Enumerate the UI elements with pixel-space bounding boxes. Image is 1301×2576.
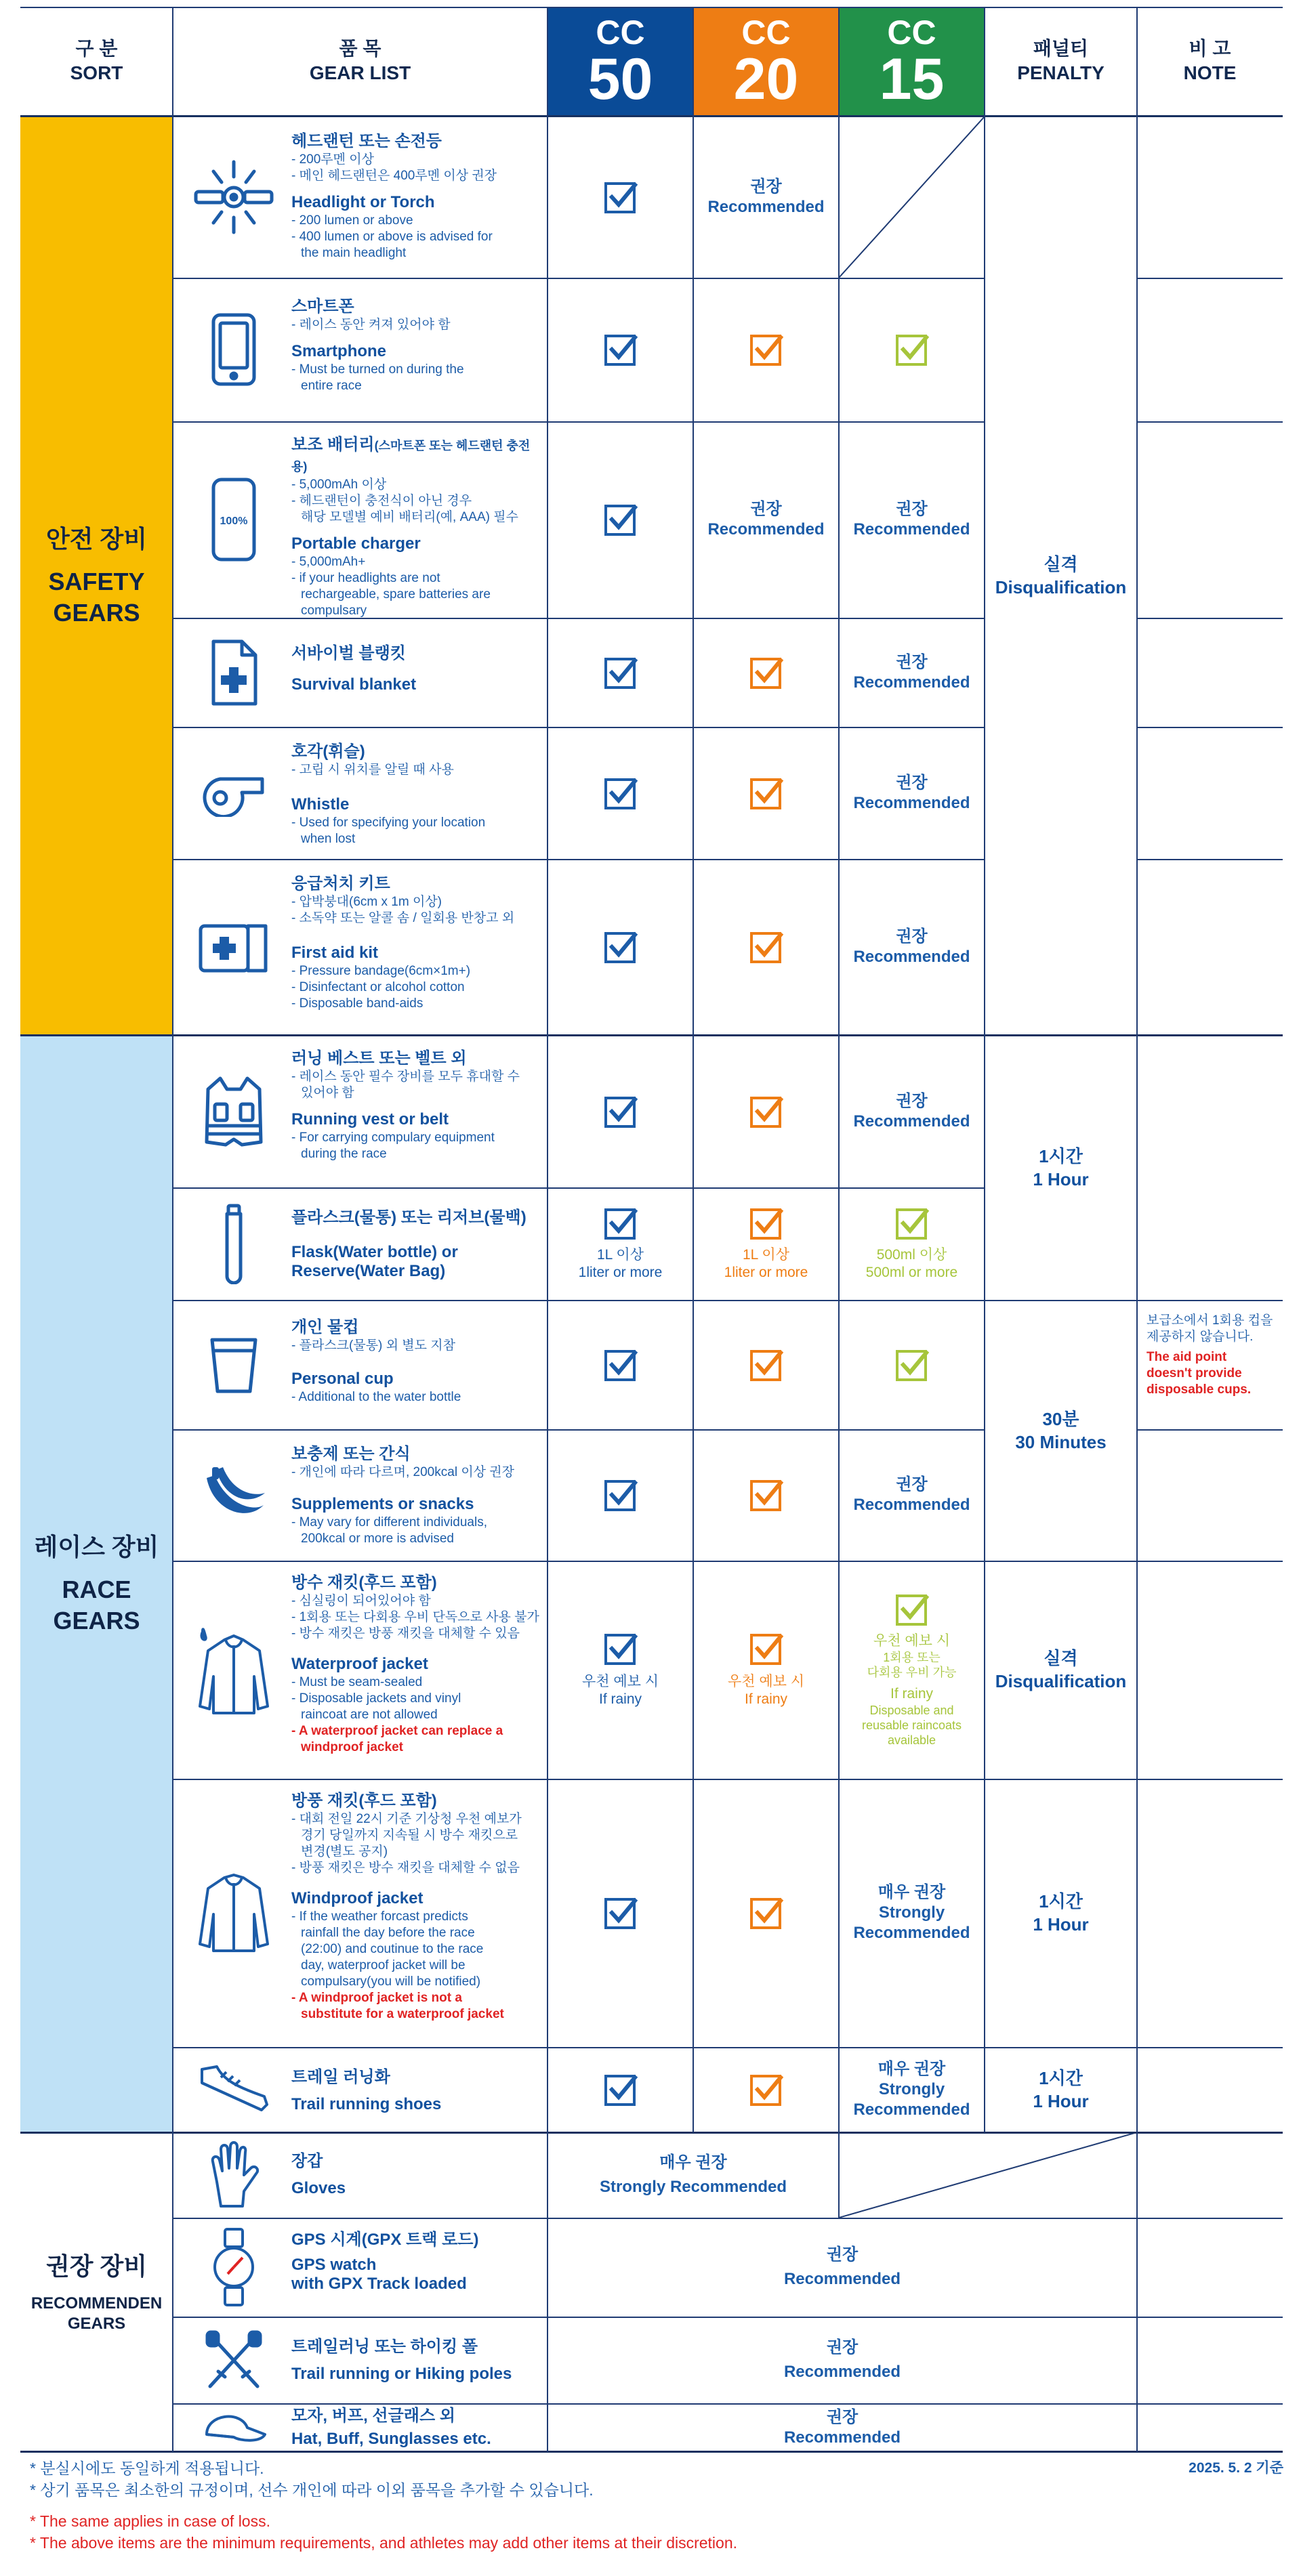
- gear-headlight: [173, 117, 548, 278]
- cup-cc15: [839, 1300, 985, 1429]
- checkbox-checked-icon: [603, 1631, 638, 1666]
- headlight-icon: [186, 117, 281, 278]
- grid-line: [838, 7, 840, 2218]
- checkbox-checked-icon: [749, 1477, 784, 1513]
- checkbox-checked-icon: [749, 1631, 784, 1666]
- headlight-cc15-not-applicable: [839, 117, 985, 278]
- snacks-cc20: [693, 1429, 839, 1561]
- grid-line: [173, 1300, 1283, 1301]
- checkbox-checked-icon: [749, 1094, 784, 1129]
- checkbox-checked-icon: [603, 2072, 638, 2107]
- grid-line: [693, 7, 694, 2132]
- checkbox-checked-icon: [749, 332, 784, 367]
- gear-snacks: 보충제 또는 간식 - 개인에 따라 다르며, 200kcal 이상 권장 Supplements or snacks - May vary for different individuals, 200kcal or more is advised: [173, 1429, 548, 1561]
- gear-title-en: Headlight or Torch: [291, 193, 435, 211]
- grid-line: [984, 7, 985, 2132]
- whistle-cc50: [548, 727, 693, 859]
- gear-desc-ko: - 200루멘 이상: [291, 152, 375, 167]
- grid-line: [1136, 7, 1138, 2218]
- waterproof-jacket-icon: [186, 1561, 281, 1779]
- firstaid-cc15: 권장 Recommended: [853, 927, 970, 966]
- gear-list-header: 품 목 GEAR LIST: [309, 38, 411, 83]
- footer-date: 2025. 5. 2 기준: [1189, 2460, 1283, 2476]
- windproof-cc20: [693, 1779, 839, 2047]
- banana-icon: [186, 1429, 281, 1561]
- grid-line: [173, 1187, 985, 1189]
- checkbox-checked-icon: [749, 1206, 784, 1241]
- gear-desc-en: the main headlight: [301, 246, 407, 260]
- snacks-cc15: 권장 Recommended: [853, 1475, 970, 1514]
- grid-line: [1137, 1429, 1283, 1431]
- gear-desc-en: - 200 lumen or above: [291, 213, 413, 228]
- checkbox-checked-icon: [603, 1477, 638, 1513]
- flask-icon: [186, 1187, 281, 1300]
- grid-line: [20, 2132, 1283, 2134]
- recommend-section-label: 권장 장비 RECOMMENDEN GEARS: [30, 2252, 163, 2333]
- gear-trail-shoes: 트레일 러닝화 Trail running shoes: [173, 2047, 548, 2132]
- windproof-jacket-icon: [186, 1779, 281, 2047]
- cap-icon: [186, 2403, 281, 2452]
- gear-hat: 모자, 버프, 선글래스 외 Hat, Buff, Sunglasses etc.: [173, 2403, 548, 2452]
- grid-line: [1137, 421, 1283, 423]
- grid-line: [173, 278, 985, 279]
- grid-line: [1136, 2218, 1138, 2452]
- gear-whistle: 호각(휘슬) - 고립 시 위치를 알릴 때 사용 Whistle - Used for specifying your location when lost: [173, 727, 548, 859]
- grid-line: [173, 1779, 1283, 1780]
- grid-line: [173, 2047, 1283, 2048]
- cup-note: 보급소에서 1회용 컵을 제공하지 않습니다. The aid point doesn't provide disposable cups.: [1147, 1313, 1273, 1397]
- gear-smartphone: 스마트폰 - 레이스 동안 켜져 있어야 함 Smartphone - Must be turned on during the entire race: [173, 278, 548, 421]
- cup-cc50: [548, 1300, 693, 1429]
- charger-cc15: 권장 Recommended: [853, 500, 970, 539]
- battery-icon: [186, 421, 281, 618]
- grid-line: [1137, 278, 1283, 279]
- sort-header: 구 분 SORT: [70, 38, 123, 83]
- smartphone-cc15: [839, 278, 985, 421]
- cc50-header: CC 50: [587, 14, 653, 112]
- checkbox-checked-icon: [894, 1347, 930, 1382]
- vest-cc50: [548, 1035, 693, 1187]
- race-section-label: 레이스 장비 RACE GEARS: [34, 1533, 159, 1634]
- grid-line: [173, 2317, 1283, 2318]
- checkbox-checked-icon: [749, 1895, 784, 1930]
- gear-first-aid-kit: 응급처치 키트 - 압박붕대(6cm x 1m 이상) - 소독약 또는 알콜 솜 / 일회용 반창고 외 First aid kit - Pressure bandage(6cm×1m+) - Disinfectant or alcohol cotton - Disposable band-aids: [173, 859, 548, 1035]
- firstaid-cc20: [693, 859, 839, 1035]
- checkbox-checked-icon: [894, 1592, 930, 1627]
- blanket-cc20: [693, 618, 839, 727]
- charger-cc50: [548, 421, 693, 618]
- headlight-cc20: 권장 Recommended: [707, 177, 825, 216]
- checkbox-checked-icon: [749, 1347, 784, 1382]
- flask-cc50: 1L 이상 1liter or more: [548, 1187, 693, 1300]
- whistle-cc15: 권장 Recommended: [853, 773, 970, 812]
- headlight-cc50: [548, 117, 693, 278]
- blanket-cc15: 권장 Recommended: [853, 652, 970, 692]
- gear-title-ko: 헤드랜턴 또는 손전등: [291, 132, 442, 150]
- shoes-cc20: [693, 2047, 839, 2132]
- gloves-icon: [186, 2132, 281, 2218]
- firstaid-cc50: [548, 859, 693, 1035]
- waterproof-cc50: 우천 예보 시 If rainy: [548, 1561, 693, 1779]
- whistle-cc20: [693, 727, 839, 859]
- waterproof-cc15: 우천 예보 시 1회용 또는 다회용 우비 가능 If rainy Disposable and reusable raincoats available: [839, 1561, 985, 1779]
- vest-cc20: [693, 1035, 839, 1187]
- safety-penalty: 실격 Disqualification: [995, 554, 1127, 597]
- checkbox-checked-icon: [603, 180, 638, 215]
- grid-line: [1137, 618, 1283, 619]
- snacks-cc50: [548, 1429, 693, 1561]
- gear-gloves: 장갑 Gloves: [173, 2132, 548, 2218]
- gear-personal-cup: 개인 물컵 - 플라스크(물통) 외 별도 지참 Personal cup - Additional to the water bottle: [173, 1300, 548, 1429]
- grid-line: [20, 7, 1283, 8]
- hiking-poles-icon: [186, 2317, 281, 2403]
- grid-line: [20, 1034, 1283, 1036]
- gear-flask: 플라스크(물통) 또는 리저브(물백) Flask(Water bottle) or Reserve(Water Bag): [173, 1187, 548, 1300]
- footer-note-ko-2: * 상기 품목은 최소한의 규정이며, 선수 개인에 따라 이외 품목을 추가할 수 있습니다.: [30, 2481, 594, 2499]
- safety-section-label: 안전 장비 SAFETY GEARS: [45, 525, 148, 627]
- gear-windproof-jacket: 방풍 재킷(후드 포함) - 대회 전일 22시 기준 기상청 우천 예보가 경기 당일까지 지속될 시 방수 재킷으로 변경(별도 공지) - 방풍 재킷은 방수 재킷을 대체할 수 없음 Windproof jacket - If the weather forcast predicts rainfall the day before the race (22:00) and coutinue to the race day, waterproof jacket will be compulsary(you will be notified) - A windproof jacket is not a substitute for a waterproof jacket: [173, 1779, 548, 2047]
- checkbox-checked-icon: [603, 1895, 638, 1930]
- checkbox-checked-icon: [603, 776, 638, 811]
- windproof-cc50: [548, 1779, 693, 2047]
- smartphone-cc20: [693, 278, 839, 421]
- checkbox-checked-icon: [749, 929, 784, 965]
- checkbox-checked-icon: [603, 655, 638, 690]
- footer-note-en-1: * The same applies in case of loss.: [30, 2512, 270, 2530]
- gloves-cc50-cc20: 매우 권장 Strongly Recommended: [599, 2153, 787, 2196]
- grid-line: [547, 7, 548, 2452]
- checkbox-checked-icon: [603, 929, 638, 965]
- windproof-cc15: 매우 권장 Strongly Recommended: [853, 1883, 970, 1942]
- first-aid-kit-icon: [186, 859, 281, 1035]
- cc15-header: CC 15: [879, 14, 945, 112]
- cc20-header: CC 20: [733, 14, 799, 112]
- grid-line: [173, 618, 985, 619]
- gps-watch-icon: [186, 2218, 281, 2317]
- gear-desc-en: - 400 lumen or above is advised for: [291, 230, 493, 244]
- grid-line: [173, 421, 985, 423]
- footer-note-ko-1: * 분실시에도 동일하게 적용됩니다.: [30, 2459, 264, 2477]
- footer-note-en-2: * The above items are the minimum requirements, and athletes may add other items at their discretion.: [30, 2534, 738, 2552]
- checkbox-checked-icon: [749, 2072, 784, 2107]
- checkbox-checked-icon: [749, 776, 784, 811]
- hat-value: 권장 Recommended: [783, 2408, 901, 2447]
- waterproof-cc20: 우천 예보 시 If rainy: [693, 1561, 839, 1779]
- flask-cc20: 1L 이상 1liter or more: [693, 1187, 839, 1300]
- trail-shoe-icon: [186, 2047, 281, 2132]
- cup-cc20: [693, 1300, 839, 1429]
- grid-line: [172, 7, 173, 2452]
- grid-line: [173, 2403, 1283, 2405]
- blanket-cc50: [548, 618, 693, 727]
- grid-line: [173, 727, 985, 728]
- gear-waterproof-jacket: 방수 재킷(후드 포함) - 심실링이 되어있어야 함 - 1회용 또는 다회용 우비 단독으로 사용 불가 - 방수 재킷은 방풍 재킷을 대체할 수 있음 Waterproof jacket - Must be seam-sealed - Disposable jackets and vinyl raincoat are not allowed - A waterproof jacket can replace a windproof jacket: [173, 1561, 548, 1779]
- gear-hiking-poles: 트레일러닝 또는 하이킹 폴 Trail running or Hiking poles: [173, 2317, 548, 2403]
- windproof-penalty: 1시간 1 Hour: [1033, 1891, 1089, 1935]
- checkbox-checked-icon: [749, 655, 784, 690]
- shoes-penalty: 1시간 1 Hour: [1033, 2068, 1089, 2111]
- grid-line: [173, 1429, 985, 1431]
- checkbox-checked-icon: [603, 502, 638, 537]
- shoes-cc50: [548, 2047, 693, 2132]
- smartphone-cc50: [548, 278, 693, 421]
- gloves-cc15-penalty-not-applicable: [839, 2132, 1137, 2218]
- checkbox-checked-icon: [603, 1206, 638, 1241]
- gear-survival-blanket: 서바이벌 블랭킷 Survival blanket: [173, 618, 548, 727]
- cup-icon: [186, 1300, 281, 1429]
- checkbox-checked-icon: [894, 1206, 930, 1241]
- charger-cc20: 권장 Recommended: [707, 500, 825, 539]
- gear-portable-charger: 100% 보조 배터리(스마트폰 또는 헤드랜턴 충전용) - 5,000mAh 이상 - 헤드랜턴이 충전식이 아닌 경우 해당 모델별 예비 배터리(예, AAA) 필수 Portable charger - 5,000mAh+ - if your headlights are not rechargeable, spare batteries are compulsary: [173, 421, 548, 618]
- gear-gps-watch: GPS 시계(GPX 트랙 로드) GPS watch with GPX Track loaded: [173, 2218, 548, 2317]
- running-vest-icon: [186, 1035, 281, 1187]
- checkbox-checked-icon: [603, 1347, 638, 1382]
- penalty-header: 패널티 PENALTY: [1017, 38, 1104, 83]
- gear-table: [20, 7, 1283, 2452]
- grid-line: [20, 115, 1283, 117]
- checkbox-checked-icon: [603, 332, 638, 367]
- survival-blanket-icon: [186, 618, 281, 727]
- smartphone-icon: [186, 278, 281, 421]
- note-header: 비 고 NOTE: [1183, 38, 1237, 83]
- checkbox-checked-icon: [894, 332, 930, 367]
- flask-cc15: 500ml 이상 500ml or more: [839, 1187, 985, 1300]
- checkbox-checked-icon: [603, 1094, 638, 1129]
- grid-line: [20, 2451, 1283, 2453]
- cup-snacks-penalty: 30분 30 Minutes: [1015, 1408, 1107, 1452]
- poles-value: 권장 Recommended: [783, 2338, 901, 2381]
- grid-line: [173, 859, 985, 860]
- waterproof-penalty: 실격 Disqualification: [995, 1648, 1127, 1691]
- gear-running-vest: 러닝 베스트 또는 벨트 외 - 레이스 동안 필수 장비를 모두 휴대할 수 있어야 함 Running vest or belt - For carrying compulary equipment during the race: [173, 1035, 548, 1187]
- gps-value: 권장 Recommended: [783, 2245, 901, 2288]
- vest-flask-penalty: 1시간 1 Hour: [1033, 1145, 1089, 1189]
- grid-line: [173, 1561, 1283, 1562]
- grid-line: [1137, 727, 1283, 728]
- grid-line: [173, 2218, 1283, 2219]
- shoes-cc15: 매우 권장 Strongly Recommended: [853, 2060, 970, 2119]
- vest-cc15: 권장 Recommended: [853, 1091, 970, 1131]
- svg-text:100%: 100%: [220, 515, 248, 527]
- whistle-icon: [186, 727, 281, 859]
- gear-desc-ko: - 메인 헤드랜턴은 400루멘 이상 권장: [291, 169, 497, 183]
- grid-line: [1137, 859, 1283, 860]
